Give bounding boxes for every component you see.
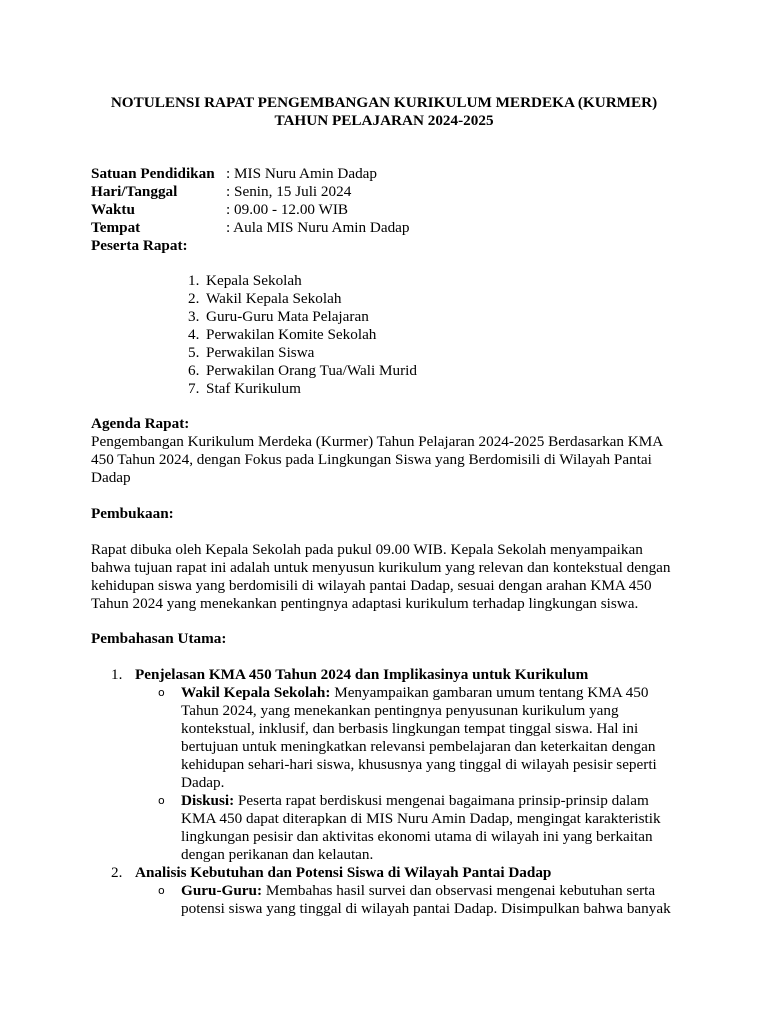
info-row-satuan: [91, 165, 410, 183]
pembahasan-item-1-title: [111, 666, 588, 684]
circle-bullet-icon: o: [158, 794, 165, 807]
paragraph-line: KMA 450 dapat diterapkan di MIS Nuru Amin Dadap, mengingat karakteristik: [181, 810, 661, 827]
paragraph-line: Dadap.: [181, 774, 225, 791]
info-row-peserta: [91, 237, 410, 255]
info-row-waktu: [91, 201, 410, 219]
pembahasan-heading: Pembahasan Utama:: [91, 630, 227, 647]
list-item: [188, 344, 417, 362]
paragraph-line: Pengembangan Kurikulum Merdeka (Kurmer) Tahun Pelajaran 2024-2025 Berdasarkan KMA: [91, 433, 664, 450]
sub-item-text: Menyampaikan gambaran umum tentang KMA 450: [330, 684, 649, 701]
circle-bullet-icon: o: [158, 686, 165, 699]
list-number: 7.: [188, 380, 200, 397]
sub-item-lines: [181, 882, 671, 918]
sub-item-text: Membahas hasil survei dan observasi mengenai kebutuhan serta: [262, 882, 656, 899]
list-number: 2.: [188, 290, 200, 307]
info-row-tempat: [91, 219, 410, 237]
sub-item-lines: [181, 684, 657, 792]
paragraph-line: lingkungan pesisir dan aktivitas ekonomi utama di wilayah ini yang berkaitan: [181, 828, 653, 845]
list-text: Wakil Kepala Sekolah: [206, 290, 342, 307]
paragraph-line: [181, 684, 657, 702]
agenda-heading: Agenda Rapat:: [91, 415, 190, 432]
list-item: [188, 362, 417, 380]
paragraph-line: bertujuan untuk meningkatkan relevansi pembelajaran dan keterkaitan dengan: [181, 738, 656, 755]
paragraph-line: Tahun 2024 yang menekankan pentingnya adaptasi kurikulum terhadap lingkungan siswa.: [91, 595, 639, 612]
list-text: Staf Kurikulum: [206, 380, 301, 397]
paragraph-line: kehidupan siswa yang berdomisili di wilayah pantai Dadap, sesuai dengan arahan KMA 450: [91, 577, 652, 594]
sub-item-label: Wakil Kepala Sekolah:: [181, 684, 331, 701]
sub-item-label: Diskusi:: [181, 792, 235, 809]
list-item: [188, 380, 417, 398]
list-number: 3.: [188, 308, 200, 325]
paragraph-line: kehidupan sehari-hari siswa, khususnya yang tinggal di wilayah pesisir seperti: [181, 756, 657, 773]
list-item: [188, 326, 417, 344]
list-item: [188, 308, 417, 326]
list-text: Guru-Guru Mata Pelajaran: [206, 308, 369, 325]
paragraph-line: [181, 792, 661, 810]
sub-item-lines: [181, 792, 661, 864]
meeting-info: [91, 165, 410, 255]
circle-bullet-icon: o: [158, 884, 165, 897]
sub-item-text: Peserta rapat berdiskusi mengenai bagaimana prinsip-prinsip dalam: [234, 792, 649, 809]
info-row-hari: [91, 183, 410, 201]
paragraph-line: Dadap: [91, 469, 131, 486]
paragraph-line: Tahun 2024, yang menekankan pentingnya penyusunan kurikulum yang: [181, 702, 619, 719]
info-label: Tempat: [91, 219, 141, 236]
list-text: Perwakilan Siswa: [206, 344, 315, 361]
list-text: Perwakilan Komite Sekolah: [206, 326, 377, 343]
info-label: Waktu: [91, 201, 135, 218]
item-number: 2.: [111, 864, 123, 881]
paragraph-line: Rapat dibuka oleh Kepala Sekolah pada pukul 09.00 WIB. Kepala Sekolah menyampaikan: [91, 541, 643, 558]
paragraph-line: 450 Tahun 2024, dengan Fokus pada Lingkungan Siswa yang Berdomisili di Wilayah Pantai: [91, 451, 652, 468]
list-number: 1.: [188, 272, 200, 289]
info-label: Hari/Tanggal: [91, 183, 178, 200]
item-title: Analisis Kebutuhan dan Potensi Siswa di Wilayah Pantai Dadap: [135, 864, 552, 881]
info-value: : MIS Nuru Amin Dadap: [226, 165, 378, 182]
pembukaan-paragraph: [91, 541, 691, 613]
document-title: [0, 94, 768, 130]
list-text: Perwakilan Orang Tua/Wali Murid: [206, 362, 417, 379]
agenda-paragraph: [91, 433, 691, 487]
info-label: Satuan Pendidikan: [91, 165, 215, 182]
list-number: 5.: [188, 344, 200, 361]
pembukaan-heading: Pembukaan:: [91, 505, 174, 522]
list-number: 4.: [188, 326, 200, 343]
info-value: : 09.00 - 12.00 WIB: [226, 201, 349, 218]
info-label: Peserta Rapat:: [91, 237, 188, 254]
item-title: Penjelasan KMA 450 Tahun 2024 dan Implikasinya untuk Kurikulum: [135, 666, 589, 683]
paragraph-line: [181, 882, 671, 900]
list-item: [188, 290, 417, 308]
list-item: [188, 272, 417, 290]
sub-item-label: Guru-Guru:: [181, 882, 263, 899]
list-number: 6.: [188, 362, 200, 379]
info-value: : Senin, 15 Juli 2024: [226, 183, 352, 200]
paragraph-line: potensi siswa yang tinggal di wilayah pantai Dadap. Disimpulkan bahwa banyak: [181, 900, 671, 917]
title-line-2: TAHUN PELAJARAN 2024-2025: [274, 112, 494, 129]
paragraph-line: bahwa tujuan rapat ini adalah untuk menyusun kurikulum yang relevan dan kontekstual dengan: [91, 559, 671, 576]
paragraph-line: dengan perikanan dan kelautan.: [181, 846, 374, 863]
paragraph-line: kontekstual, inklusif, dan berbasis lingkungan tempat tinggal siswa. Hal ini: [181, 720, 639, 737]
list-text: Kepala Sekolah: [206, 272, 302, 289]
title-line-1: NOTULENSI RAPAT PENGEMBANGAN KURIKULUM MERDEKA (KURMER): [110, 94, 658, 111]
peserta-list: [188, 272, 417, 398]
pembahasan-item-2-title: [111, 864, 551, 882]
item-number: 1.: [111, 666, 123, 683]
info-value: : Aula MIS Nuru Amin Dadap: [226, 219, 410, 236]
